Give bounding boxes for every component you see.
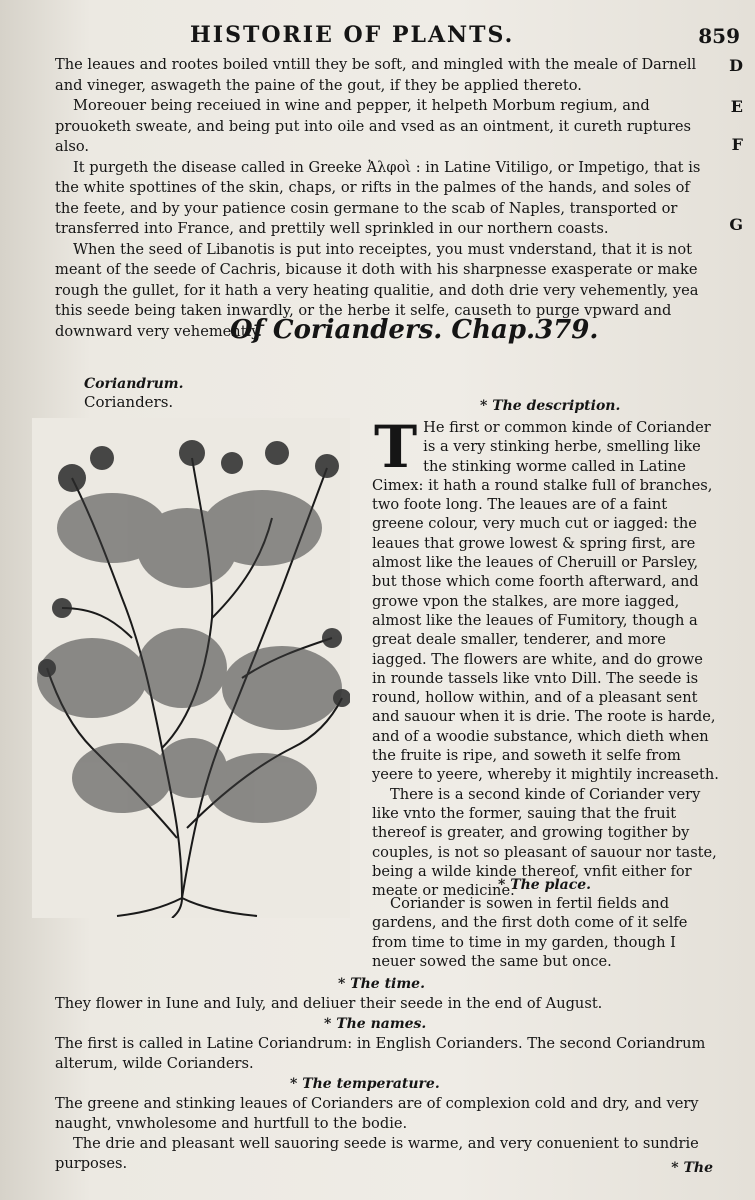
time-paragraph: They flower in Iune and Iuly, and deliuer their seede in the end of August. xyxy=(55,995,603,1012)
drop-cap: T xyxy=(374,413,418,481)
place-text xyxy=(372,894,720,971)
figure-english-caption: Corianders. xyxy=(84,393,174,411)
temperature-text xyxy=(55,1094,715,1174)
description-text xyxy=(372,413,720,900)
running-title: HISTORIE OF PLANTS. xyxy=(190,22,515,48)
paragraph-gout: The leaues and rootes boiled vntill they be soft, and mingled with the meale of Darnell and vineger, aswageth the paine of the gout, if they be applied thereto. xyxy=(55,56,697,94)
description-paragraph-2: There is a second kinde of Coriander very like vnto the former, sauing that the fruit thereof is greater, and growing togither by couples, is not so pleasant of sauour nor taste, being a wilde kinde thereof, vnfit either for meate or medicine. xyxy=(372,785,717,900)
figure-latin-caption: Coriandrum. xyxy=(84,376,184,392)
names-paragraph: The first is called in Latine Coriandrum: in English Corianders. The second Coriandrum alterum, wilde Corianders. xyxy=(55,1035,706,1072)
paragraph-vitiligo: It purgeth the disease called in Greeke Ἀλφοὶ : in Latine Vitiligo, or Impetigo, that is the white spottines of the skin, chaps, or rifts in the palmes of the hands, and soles of the feete, and by your patience cosin germane to the scab of Naples, transported or transferred into France, and prettily well sprinkled in our northern coasts. xyxy=(55,158,701,237)
temperature-paragraph-1: The greene and stinking leaues of Corianders are of complexion cold and dry, and very naught, vnwholesome and hurtfull to the bodie. xyxy=(55,1095,699,1132)
catchword: * The xyxy=(671,1160,713,1176)
description-heading: * The description. xyxy=(480,398,621,414)
description-paragraph-1: He first or common kinde of Coriander is a very stinking herbe, smelling like the stinking worme called in Latine Cimex: it hath a round stalke full of branches, two foote long. The leaues are of a faint greene colour, very much cut or iagged: the leaues that growe lowest & spring first, are almost like the leaues of Cheruill or Parsley, but those which come foorth afterward, and growe vpon the stalkes, are more iagged, almost like the leaues of Fumitory, though a great deale smaller, tenderer, and more iagged. The flowers are white, and do growe in rounde tassels like vnto Dill. The seede is round, hollow within, and of a pleasant sent and sauour when it is drie. The roote is harde, and of a woodie substance, which dieth when the fruite is ripe, and soweth it selfe from yeere to yeere, whereby it mightily increaseth. xyxy=(372,419,719,784)
margin-letter-d: D xyxy=(729,56,743,75)
page-header xyxy=(150,20,750,52)
margin-letter-g: G xyxy=(729,215,743,234)
time-text xyxy=(55,994,715,1014)
chapter-title: Of Corianders. Chap.379. xyxy=(230,315,599,345)
place-paragraph: Coriander is sowen in fertil fields and gardens, and the first doth come of it selfe from time to time in my garden, though I neuer sowed the same but once. xyxy=(372,895,688,970)
time-heading: * The time. xyxy=(338,976,425,992)
page-number: 859 xyxy=(698,24,740,48)
coriander-woodcut-illustration xyxy=(32,418,350,918)
place-heading: * The place. xyxy=(498,877,592,893)
top-text-block xyxy=(55,55,715,342)
paragraph-libanotis: When the seed of Libanotis is put into receiptes, you must vnderstand, that it is not meant of the seede of Cachris, bicause it doth with his sharpnesse exasperate or make rough the gullet, for it hath a very heating qualitie, and doth drie very vehemently, yea this seede being taken inwardly, or the herbe it selfe, causeth to purge vpward and downward very vehemently. xyxy=(55,240,699,340)
margin-letter-e: E xyxy=(730,97,743,116)
names-heading: * The names. xyxy=(324,1016,427,1032)
temperature-heading: * The temperature. xyxy=(290,1076,440,1092)
temperature-paragraph-2: The drie and pleasant well sauoring seede is warme, and very conuenient to sundrie purposes. xyxy=(55,1135,699,1172)
margin-letter-f: F xyxy=(731,135,743,154)
paragraph-morbum: Moreouer being receiued in wine and pepper, it helpeth Morbum regium, and prouoketh sweate, and being put into oile and vsed as an ointment, it cureth ruptures also. xyxy=(55,97,691,155)
names-text xyxy=(55,1034,715,1074)
